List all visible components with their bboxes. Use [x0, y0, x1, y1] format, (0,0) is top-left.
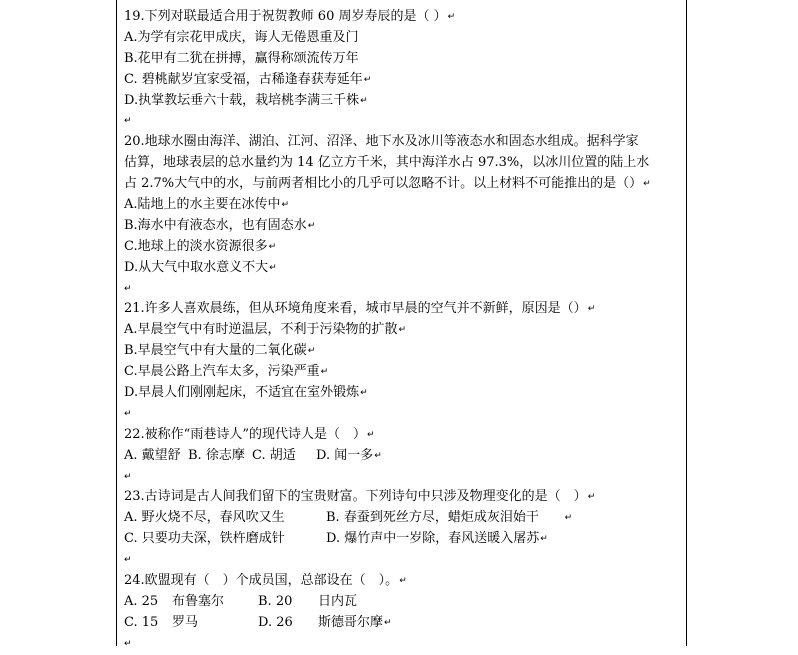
q22-option-c: C. 胡适 — [252, 447, 296, 463]
q23-options-row-2 — [124, 529, 684, 550]
q23-option-b: B. 春蚕到死丝方尽，蜡炬成灰泪始干 — [326, 510, 539, 526]
paragraph-mark-icon: ↵ — [124, 471, 132, 482]
q20-option-a: A.陆地上的水主要在冰传中↵ — [124, 197, 290, 213]
q19-option-b: B.花甲有二犹在拼搏，赢得称颂流传万年 — [124, 50, 359, 66]
paragraph-mark-icon: ↵ — [363, 74, 372, 85]
q21-option-a: A.早晨空气中有时逆温层，不利于污染物的扩散↵ — [124, 322, 407, 338]
q20-option-d: D.从大气中取水意义不大↵ — [124, 259, 277, 275]
paragraph-mark-icon: ↵ — [643, 179, 651, 190]
paragraph-mark-icon: ↵ — [320, 367, 329, 378]
paragraph-mark-icon: ↵ — [447, 12, 456, 22]
q24-option-d-city: 斯德哥尔摩 — [318, 614, 384, 630]
paragraph-mark-icon: ↵ — [124, 116, 132, 127]
q24-option-b-number: B. 20 — [258, 593, 293, 609]
q19-option-c: C. 碧桃献岁宜家受福，古稀逢春获寿延年↵ — [124, 71, 372, 87]
paragraph-mark-icon: ↵ — [587, 304, 596, 315]
q21-stem: 21.许多人喜欢晨练，但从环境角度来看，城市早晨的空气并不新鲜，原因是（）↵ — [124, 301, 596, 317]
q22-option-a: A. 戴望舒 — [124, 447, 181, 463]
q20-option-c: C.地球上的淡水资源很多↵ — [124, 238, 277, 254]
q20-stem-line-2: 估算，地球表层的总水量约为 14 亿立方千米，其中海洋水占 97.3%，以冰川位置的陆上水 — [124, 155, 650, 171]
q24-option-a-city: 布鲁塞尔 — [172, 593, 225, 609]
q23-options-row-1 — [124, 508, 684, 529]
q24-options-row-1 — [124, 592, 684, 613]
paragraph-mark-icon: ↵ — [268, 241, 277, 252]
blank-line — [124, 111, 684, 132]
paragraph-mark-icon: ↵ — [281, 200, 290, 211]
q23-stem: 23.古诗词是古人间我们留下的宝贵财富。下列诗句中只涉及物理变化的是（ ）↵ — [124, 489, 596, 505]
q23-option-a: A. 野火烧不尽，春风吹又生 — [124, 510, 285, 526]
q20-option-b: B.海水中有液态水，也有固态水↵ — [124, 217, 316, 233]
paragraph-mark-icon: ↵ — [374, 450, 382, 461]
blank-line — [124, 404, 684, 425]
q24-option-a-number: A. 25 — [124, 593, 159, 609]
paragraph-mark-icon: ↵ — [360, 388, 368, 399]
q23-option-c: C. 只要功夫深，铁杵磨成针 — [124, 531, 285, 547]
paragraph-mark-icon: ↵ — [124, 408, 132, 419]
document-body[interactable] — [124, 7, 684, 655]
q24-option-c-city: 罗马 — [172, 614, 199, 630]
q24-option-b-city: 日内瓦 — [318, 593, 358, 609]
q21-option-d: D.早晨人们刚刚起床，不适宜在室外锻炼↵ — [124, 385, 368, 401]
q22-option-b: B. 徐志摩 — [188, 447, 245, 463]
paragraph-mark-icon: ↵ — [366, 429, 375, 440]
paragraph-mark-icon: ↵ — [269, 262, 277, 273]
q24-options-row-2 — [124, 613, 684, 634]
paragraph-mark-icon: ↵ — [587, 492, 596, 503]
paragraph-mark-icon: ↵ — [384, 617, 392, 628]
q22-stem: 22.被称作“雨巷诗人”的现代诗人是（ ）↵ — [124, 426, 375, 442]
q19-option-d: D.执掌教坛垂六十载，栽培桃李满三千株↵ — [124, 92, 368, 108]
paragraph-mark-icon: ↵ — [307, 220, 316, 231]
blank-line — [124, 634, 684, 655]
q20-stem-line-3: 占 2.7%大气中的水，与前两者相比小的几乎可以忽略不计。以上材料不可能推出的是（）↵ — [124, 176, 651, 192]
q21-option-c: C.早晨公路上汽车太多，污染严重↵ — [124, 364, 329, 380]
right-margin-line — [686, 0, 687, 646]
paragraph-mark-icon: ↵ — [564, 513, 573, 524]
q24-stem: 24.欧盟现有（ ）个成员国，总部设在（ ）。↵ — [124, 573, 407, 589]
q24-option-d-number: D. 26 — [258, 614, 293, 630]
blank-line — [124, 550, 684, 571]
q21-option-b: B.早晨空气中有大量的二氧化碳↵ — [124, 343, 316, 359]
paragraph-mark-icon: ↵ — [124, 283, 132, 294]
q23-option-d: D. 爆竹声中一岁除，春风送暖入屠苏 — [326, 531, 540, 547]
q22-option-d: D. 闻一多 — [316, 447, 374, 463]
paragraph-mark-icon: ↵ — [307, 346, 316, 357]
q22-options — [124, 446, 684, 467]
paragraph-mark-icon: ↵ — [398, 325, 407, 336]
left-margin-line — [116, 0, 117, 646]
blank-line — [124, 279, 684, 300]
q24-option-c-number: C. 15 — [124, 614, 159, 630]
paragraph-mark-icon: ↵ — [360, 95, 368, 106]
paragraph-mark-icon: ↵ — [124, 555, 132, 566]
blank-line — [124, 467, 684, 488]
paragraph-mark-icon: ↵ — [399, 576, 407, 587]
paragraph-mark-icon: ↵ — [124, 638, 132, 649]
q19-stem: 19.下列对联最适合用于祝贺教师 60 周岁寿辰的是（ ）↵ — [124, 9, 456, 24]
q19-option-a: A.为学有宗花甲成庆，诲人无倦恩重及门 — [124, 29, 359, 45]
q20-stem-line-1: 20.地球水圈由海洋、湖泊、江河、沼泽、地下水及冰川等液态水和固态水组成。据科学家 — [124, 134, 639, 150]
paragraph-mark-icon: ↵ — [540, 534, 548, 545]
